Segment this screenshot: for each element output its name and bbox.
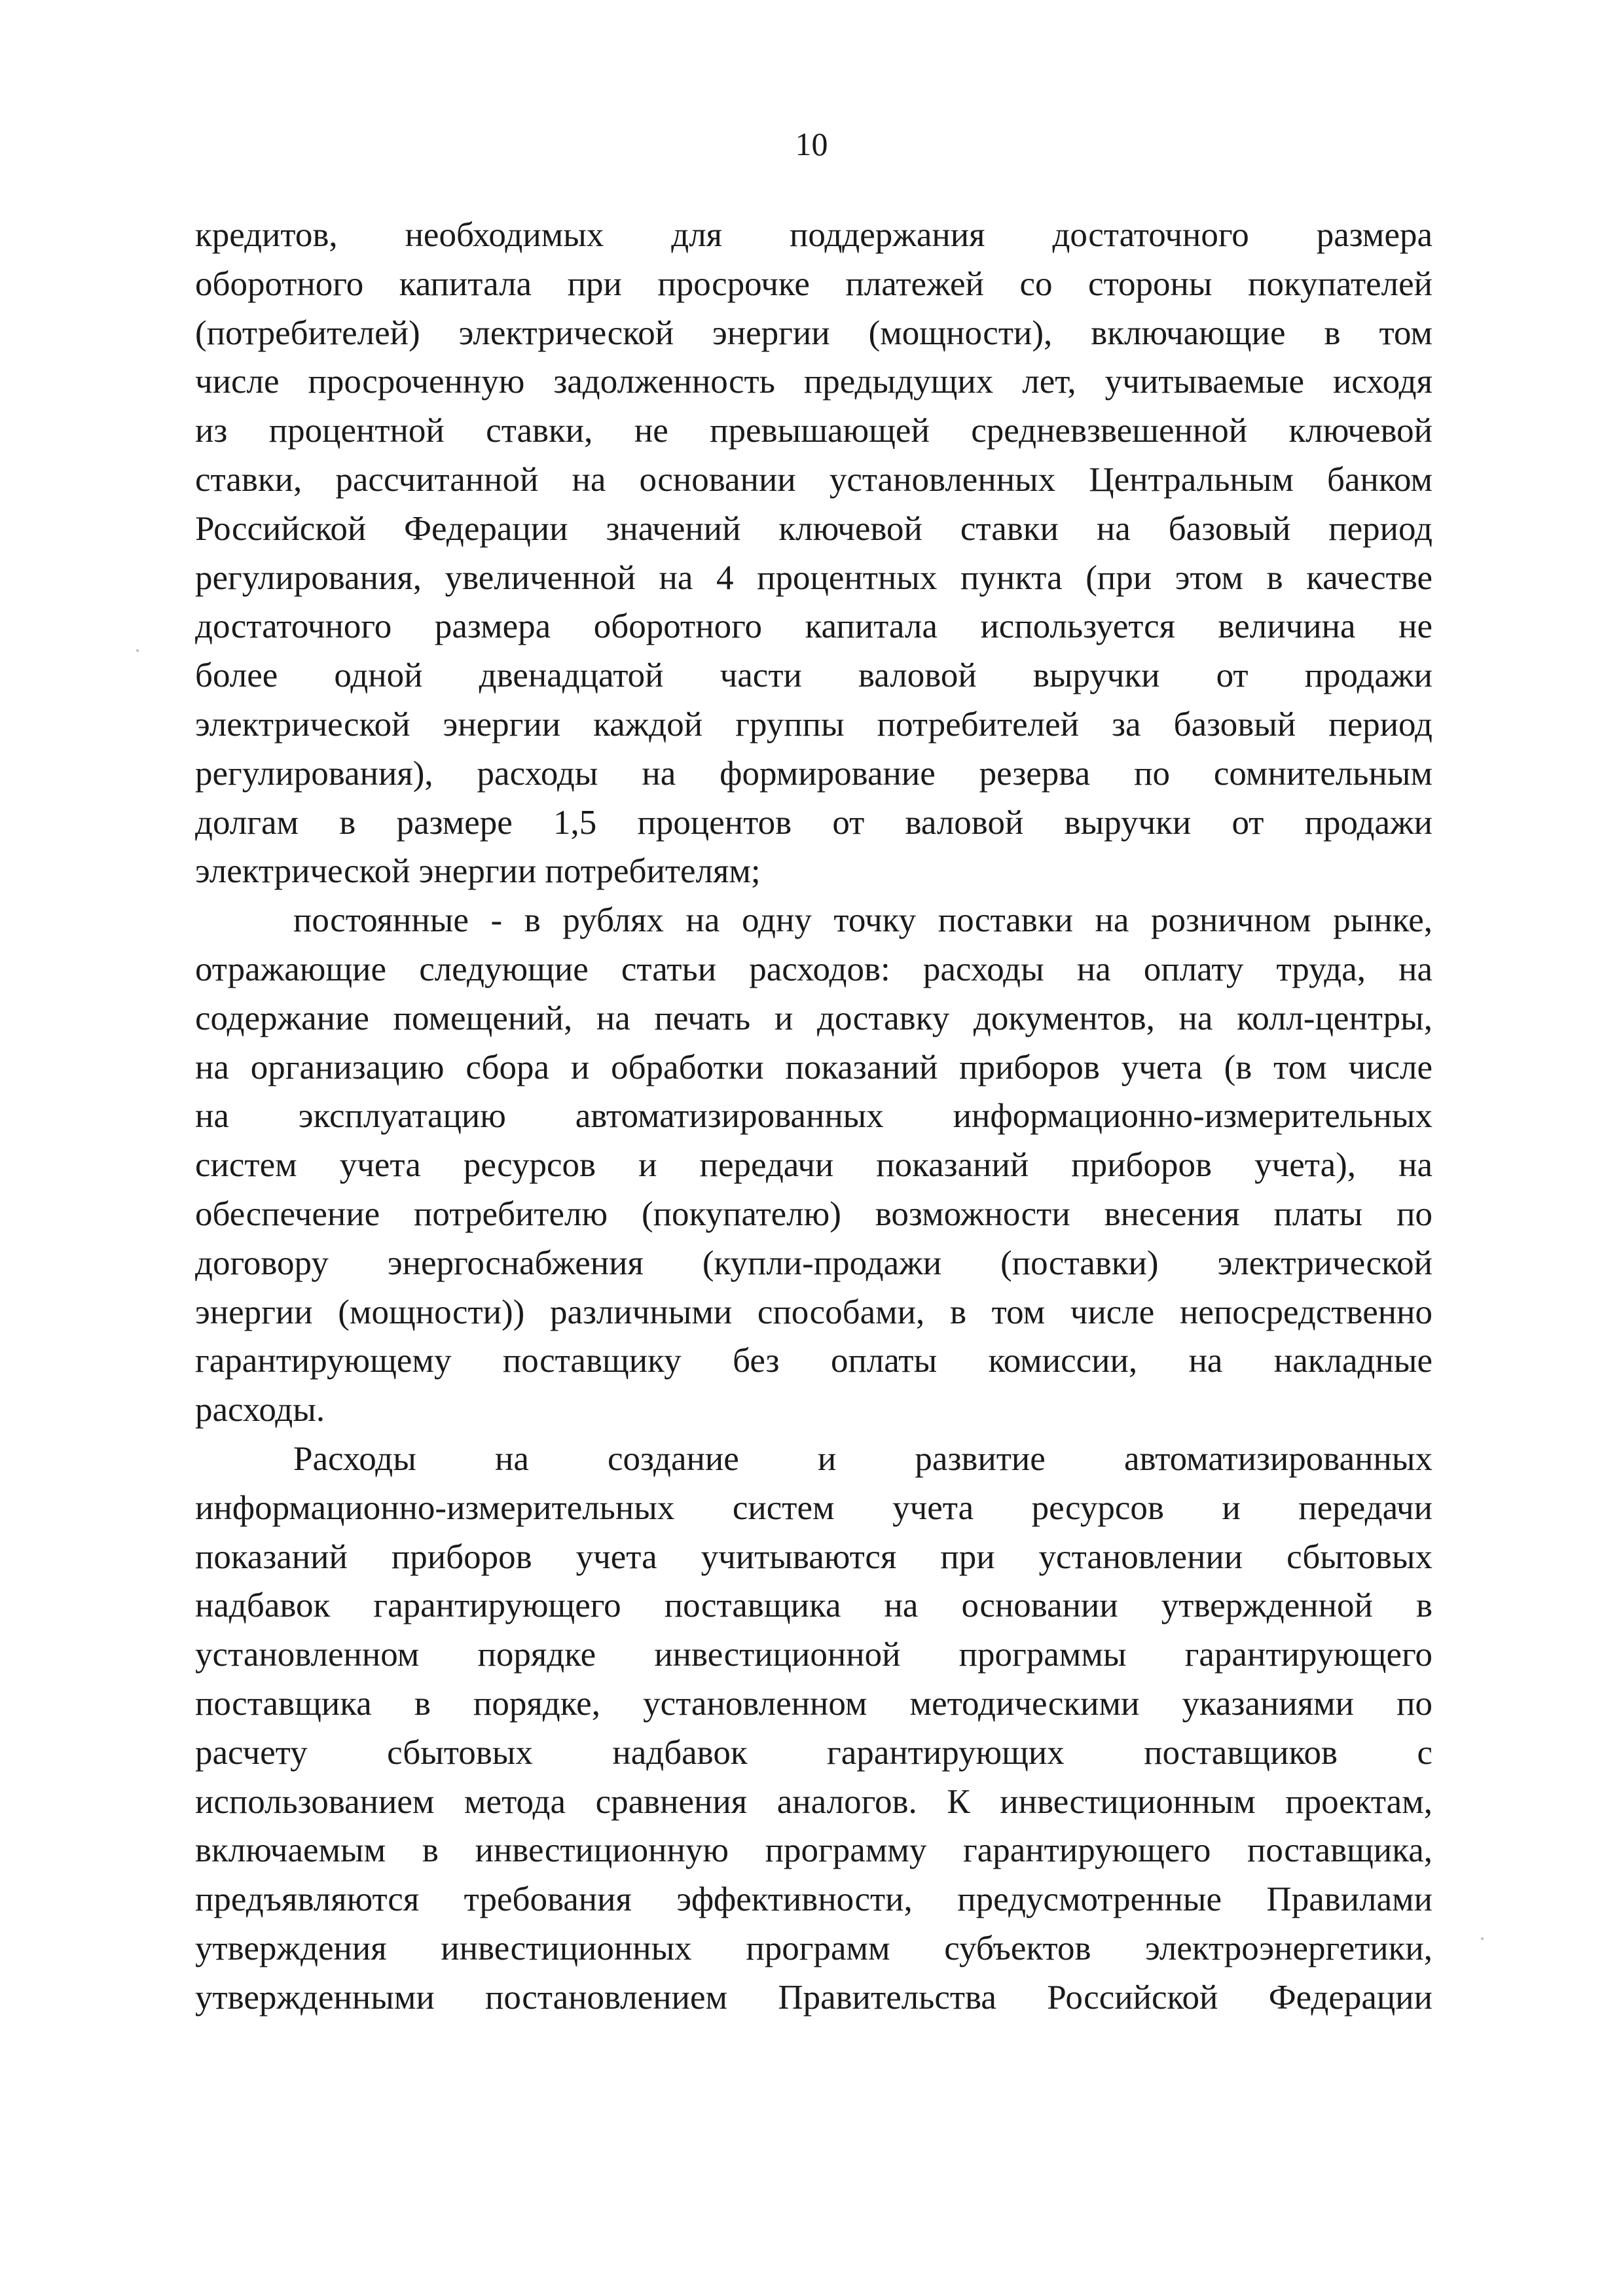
text-line: энергии (мощности)) различными способами, в том числе непосредственно xyxy=(195,1293,1432,1331)
text-line: утверждения инвестиционных программ субъектов электроэнергетики, xyxy=(195,1929,1432,1967)
scan-speck xyxy=(1481,1937,1484,1940)
text-line: расчету сбытовых надбавок гарантирующих поставщиков с xyxy=(195,1733,1432,1772)
paragraph-2 xyxy=(195,896,1432,1435)
scan-speck xyxy=(136,649,139,652)
text-line: обеспечение потребителю (покупателю) возможности внесения платы по xyxy=(195,1194,1432,1233)
text-line: из процентной ставки, не превышающей средневзвешенной ключевой xyxy=(195,412,1432,450)
text-line: использованием метода сравнения аналогов. К инвестиционным проектам, xyxy=(195,1782,1432,1821)
text-line: регулирования, увеличенной на 4 процентных пункта (при этом в качестве xyxy=(195,558,1432,597)
text-line: систем учета ресурсов и передачи показаний приборов учета), на xyxy=(195,1146,1432,1185)
text-line: электрической энергии каждой группы потребителей за базовый период xyxy=(195,705,1432,744)
text-line: предъявляются требования эффективности, предусмотренные Правилами xyxy=(195,1880,1432,1919)
text-line: поставщика в порядке, установленном методическими указаниями по xyxy=(195,1684,1432,1723)
text-line: гарантирующему поставщику без оплаты комиссии, на накладные xyxy=(195,1342,1432,1380)
text-line: содержание помещений, на печать и доставку документов, на колл-центры, xyxy=(195,999,1432,1037)
text-line: более одной двенадцатой части валовой выручки от продажи xyxy=(195,656,1432,695)
text-line: установленном порядке инвестиционной программы гарантирующего xyxy=(195,1636,1432,1674)
text-line: ставки, рассчитанной на основании установленных Центральным банком xyxy=(195,460,1432,499)
text-line: утвержденными постановлением Правительства Российской Федерации xyxy=(195,1978,1432,2017)
text-line: показаний приборов учета учитываются при установлении сбытовых xyxy=(195,1537,1432,1576)
text-line: включаемым в инвестиционную программу гарантирующего поставщика, xyxy=(195,1831,1432,1870)
text-line: договору энергоснабжения (купли-продажи (поставки) электрической xyxy=(195,1244,1432,1282)
body-text xyxy=(195,211,1432,2022)
text-line: информационно-измерительных систем учета ресурсов и передачи xyxy=(195,1488,1432,1527)
text-line: надбавок гарантирующего поставщика на основании утвержденной в xyxy=(195,1587,1432,1625)
text-line: Расходы на создание и развитие автоматизированных xyxy=(293,1439,1432,1478)
text-line: отражающие следующие статьи расходов: расходы на оплату труда, на xyxy=(195,950,1432,988)
text-line: долгам в размере 1,5 процентов от валовой выручки от продажи xyxy=(195,803,1432,842)
paragraph-1 xyxy=(195,211,1432,896)
text-line: расходы. xyxy=(195,1391,325,1429)
text-line: Российской Федерации значений ключевой ставки на базовый период xyxy=(195,509,1432,548)
text-line: регулирования), расходы на формирование резерва по сомнительным xyxy=(195,754,1432,793)
paragraph-3 xyxy=(195,1435,1432,2022)
text-line: электрической энергии потребителям; xyxy=(195,852,761,891)
text-line: кредитов, необходимых для поддержания достаточного размера xyxy=(195,216,1432,254)
text-line: числе просроченную задолженность предыдущих лет, учитываемые исходя xyxy=(195,363,1432,401)
text-line: достаточного размера оборотного капитала используется величина не xyxy=(195,607,1432,646)
page-number: 10 xyxy=(795,126,828,162)
text-line: оборотного капитала при просрочке платежей со стороны покупателей xyxy=(195,264,1432,303)
text-line: (потребителей) электрической энергии (мощности), включающие в том xyxy=(195,314,1432,352)
text-line: постоянные - в рублях на одну точку поставки на розничном рынке, xyxy=(293,901,1432,940)
text-line: на эксплуатацию автоматизированных информационно-измерительных xyxy=(195,1097,1432,1136)
text-line: на организацию сбора и обработки показаний приборов учета (в том числе xyxy=(195,1048,1432,1086)
